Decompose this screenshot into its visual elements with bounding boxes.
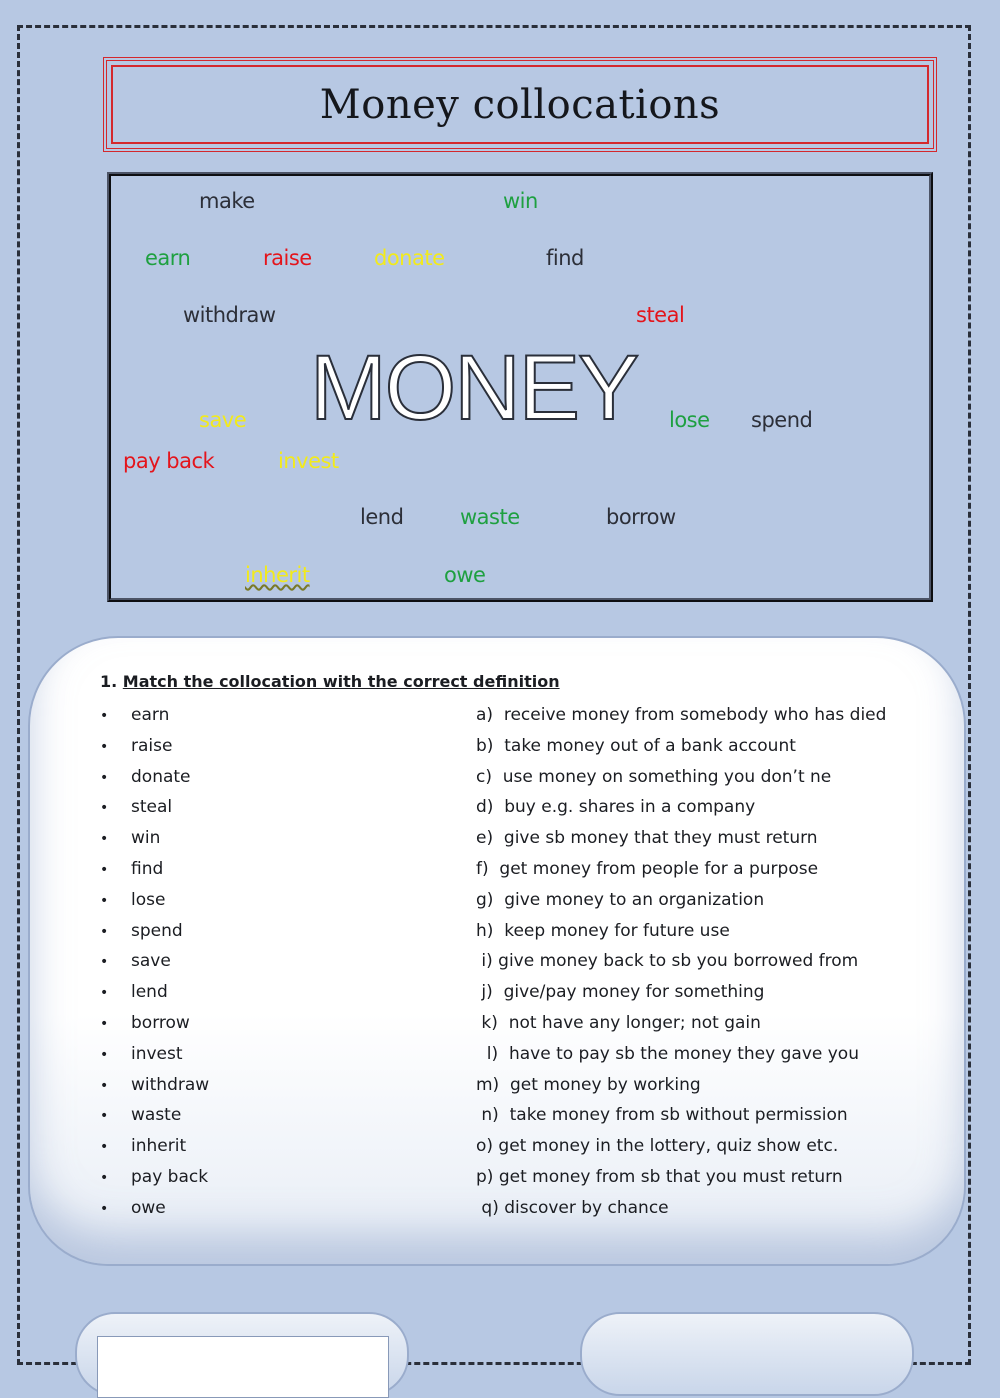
definition-item: p) get money from sb that you must return [476, 1166, 843, 1187]
bullet-icon: • [100, 923, 109, 940]
term-label: inherit [131, 1136, 187, 1157]
term-label: spend [131, 920, 183, 941]
definition-item: k) not have any longer; not gain [476, 1012, 761, 1033]
definition-item: l) have to pay sb the money they gave you [476, 1043, 859, 1064]
cloud-word-waste: waste [460, 505, 520, 529]
term-item [100, 704, 209, 735]
term-item [100, 766, 209, 797]
cloud-word-invest: invest [278, 449, 339, 473]
cloud-word-steal: steal [636, 303, 685, 327]
definition-item: a) receive money from somebody who has died [476, 705, 887, 725]
definition-item: i) give money back to sb you borrowed from [476, 951, 859, 972]
cloud-word-save: save [199, 408, 247, 432]
cloud-word-inherit: inherit [245, 563, 310, 587]
definition-item: h) keep money for future use [476, 920, 730, 941]
term-label: earn [131, 705, 170, 725]
cloud-word-donate: donate [374, 246, 445, 270]
term-item [100, 920, 209, 951]
cloud-word-withdraw: withdraw [183, 303, 276, 327]
cloud-word-spend: spend [751, 408, 813, 432]
term-item [100, 981, 209, 1012]
term-label: borrow [131, 1012, 190, 1033]
exercise-heading [100, 672, 560, 691]
term-item [100, 1012, 209, 1043]
term-label: lose [131, 889, 166, 910]
bullet-icon: • [100, 831, 109, 848]
definition-item: q) discover by chance [476, 1197, 669, 1218]
cloud-word-find: find [546, 246, 584, 270]
bullet-icon: • [100, 1200, 109, 1217]
cloud-word-raise: raise [263, 246, 312, 270]
term-item [100, 827, 209, 858]
term-label: owe [131, 1197, 166, 1218]
bullet-icon: • [100, 708, 109, 724]
bullet-icon: • [100, 892, 109, 909]
bullet-icon: • [100, 1015, 109, 1032]
definition-item: n) take money from sb without permission [476, 1105, 848, 1126]
bottom-right-panel [580, 1312, 914, 1396]
cloud-word-pay-back: pay back [123, 449, 215, 473]
term-item [100, 1166, 209, 1197]
term-label: save [131, 951, 171, 972]
term-label: pay back [131, 1166, 209, 1187]
money-center-word: MONEY [310, 337, 638, 439]
term-label: invest [131, 1043, 183, 1064]
definition-item: c) use money on something you don’t ne [476, 766, 832, 787]
bullet-icon: • [100, 800, 109, 817]
term-label: withdraw [131, 1074, 210, 1095]
term-label: lend [131, 982, 168, 1003]
answer-box [97, 1336, 389, 1398]
term-item [100, 1043, 209, 1074]
bullet-icon: • [100, 954, 109, 971]
cloud-word-win: win [503, 189, 538, 213]
term-item [100, 1135, 209, 1166]
cloud-word-owe: owe [444, 563, 486, 587]
term-item [100, 858, 209, 889]
cloud-word-earn: earn [145, 246, 191, 270]
definition-item: g) give money to an organization [476, 889, 765, 910]
term-item [100, 735, 209, 766]
bullet-icon: • [100, 1077, 109, 1094]
term-label: donate [131, 766, 191, 787]
bottom-left-panel [75, 1312, 409, 1396]
definition-item: f) get money from people for a purpose [476, 858, 819, 879]
term-label: raise [131, 735, 173, 756]
term-label: win [131, 828, 161, 849]
term-item [100, 1104, 209, 1135]
exercise-instruction: Match the collocation with the correct definition [122, 672, 560, 691]
bullet-icon: • [100, 1108, 109, 1125]
bullet-icon: • [100, 769, 109, 786]
definition-list [476, 704, 886, 1228]
bullet-icon: • [100, 1046, 109, 1063]
term-item [100, 889, 209, 920]
term-label: steal [131, 797, 173, 818]
bullet-icon: • [100, 1169, 109, 1186]
cloud-word-lose: lose [669, 408, 710, 432]
definition-item: b) take money out of a bank account [476, 735, 796, 756]
exercise-number: 1. [100, 672, 118, 691]
definition-item: d) buy e.g. shares in a company [476, 797, 756, 818]
term-label: find [131, 858, 164, 879]
bullet-icon: • [100, 861, 109, 878]
page-title: Money collocations [319, 81, 721, 128]
cloud-word-borrow: borrow [606, 505, 676, 529]
bullet-icon: • [100, 985, 109, 1002]
term-item [100, 796, 209, 827]
term-list [100, 704, 209, 1228]
bullet-icon: • [100, 1139, 109, 1156]
definition-item: j) give/pay money for something [476, 982, 765, 1003]
cloud-word-lend: lend [360, 505, 404, 529]
term-item [100, 950, 209, 981]
definition-item: m) get money by working [476, 1074, 701, 1095]
definition-item: e) give sb money that they must return [476, 828, 818, 849]
cloud-word-make: make [199, 189, 255, 213]
bullet-icon: • [100, 738, 109, 755]
term-label: waste [131, 1105, 182, 1126]
title-box [103, 57, 937, 152]
term-item [100, 1074, 209, 1105]
term-item [100, 1197, 209, 1228]
definition-item: o) get money in the lottery, quiz show etc. [476, 1136, 839, 1157]
